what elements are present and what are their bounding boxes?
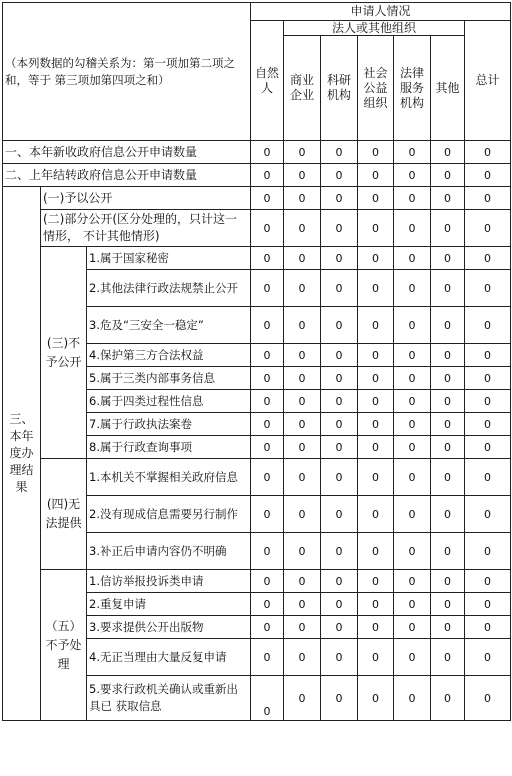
legal-group-header: 法人或其他组织	[284, 21, 465, 36]
row-label: 3.要求提供公开出版物	[87, 616, 251, 639]
table-row: 2.重复申请 0 0 0 0 0 0 0	[3, 593, 511, 616]
table-row: 4.无正当理由大量反复申请 0 0 0 0 0 0 0	[3, 639, 511, 676]
row-label: 4.保护第三方合法权益	[87, 344, 251, 367]
group-3-label: (三)不予公开	[41, 247, 87, 459]
table-row: 8.属于行政查询事项 0 0 0 0 0 0 0	[3, 436, 511, 459]
gov-info-disclosure-table	[2, 2, 511, 721]
row-label: 1.信访举报投诉类申请	[87, 570, 251, 593]
table-row: 5.要求行政机关确认或重新出具已 获取信息 0 0 0 0 0 0 0	[3, 676, 511, 721]
table-row: (四)无法提供 1.本机关不掌握相关政府信息 0 0 0 0 0 0 0	[3, 459, 511, 496]
row-label: 1.属于国家秘密	[87, 247, 251, 270]
row-label: 7.属于行政执法案卷	[87, 413, 251, 436]
row-label: 6.属于四类过程性信息	[87, 390, 251, 413]
row-label: 一、本年新收政府信息公开申请数量	[3, 141, 251, 164]
col-research: 科研机构	[321, 36, 358, 141]
section-3-label: 三、本年度办理结果	[3, 187, 41, 721]
col-legal-service: 法律服务机构	[394, 36, 431, 141]
table-row: (二)部分公开(区分处理的，只计这一情形， 不计其他情形) 0 0 0 0 0 0 0	[3, 210, 511, 247]
col-natural-person: 自然人	[251, 21, 284, 141]
table-row: 一、本年新收政府信息公开申请数量 0 0 0 0 0 0 0	[3, 141, 511, 164]
row-label: 8.属于行政查询事项	[87, 436, 251, 459]
table-row: 2.其他法律行政法规禁止公开 0 0 0 0 0 0 0	[3, 270, 511, 307]
col-business: 商业企业	[284, 36, 321, 141]
row-label: 2.其他法律行政法规禁止公开	[87, 270, 251, 307]
table-row: 6.属于四类过程性信息 0 0 0 0 0 0 0	[3, 390, 511, 413]
group-5-label: （五）不予处理	[41, 570, 87, 721]
table-row: 3.要求提供公开出版物 0 0 0 0 0 0 0	[3, 616, 511, 639]
row-label: 3.危及“三安全一稳定”	[87, 307, 251, 344]
table-row: 7.属于行政执法案卷 0 0 0 0 0 0 0	[3, 413, 511, 436]
applicant-header: 申请人情况	[251, 3, 511, 21]
row-label: 1.本机关不掌握相关政府信息	[87, 459, 251, 496]
table-row: 4.保护第三方合法权益 0 0 0 0 0 0 0	[3, 344, 511, 367]
table-row: 3.补正后申请内容仍不明确 0 0 0 0 0 0 0	[3, 533, 511, 570]
row-label: 3.补正后申请内容仍不明确	[87, 533, 251, 570]
table-row: （五）不予处理 1.信访举报投诉类申请 0 0 0 0 0 0 0	[3, 570, 511, 593]
table-row: 2.没有现成信息需要另行制作 0 0 0 0 0 0 0	[3, 496, 511, 533]
row-label: 5.属于三类内部事务信息	[87, 367, 251, 390]
col-public-welfare: 社会公益组织	[358, 36, 394, 141]
group-4-label: (四)无法提供	[41, 459, 87, 570]
row-label: (二)部分公开(区分处理的，只计这一情形， 不计其他情形)	[41, 210, 251, 247]
header-note: （本列数据的勾稽关系为：第一项加第二项之和，等于 第三项加第四项之和）	[3, 3, 251, 141]
row-label: 5.要求行政机关确认或重新出具已 获取信息	[87, 676, 251, 721]
row-label: 二、上年结转政府信息公开申请数量	[3, 164, 251, 187]
row-label: (一)予以公开	[41, 187, 251, 210]
col-other: 其他	[431, 36, 465, 141]
table-row: (三)不予公开 1.属于国家秘密 0 0 0 0 0 0 0	[3, 247, 511, 270]
table-row: 5.属于三类内部事务信息 0 0 0 0 0 0 0	[3, 367, 511, 390]
row-label: 4.无正当理由大量反复申请	[87, 639, 251, 676]
row-label: 2.重复申请	[87, 593, 251, 616]
table-row: 二、上年结转政府信息公开申请数量 0 0 0 0 0 0 0	[3, 164, 511, 187]
table-row: 三、本年度办理结果 (一)予以公开 0 0 0 0 0 0 0	[3, 187, 511, 210]
col-total: 总计	[465, 21, 511, 141]
row-label: 2.没有现成信息需要另行制作	[87, 496, 251, 533]
table-row: 3.危及“三安全一稳定” 0 0 0 0 0 0 0	[3, 307, 511, 344]
